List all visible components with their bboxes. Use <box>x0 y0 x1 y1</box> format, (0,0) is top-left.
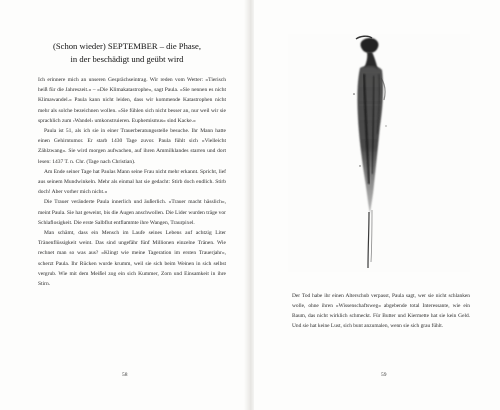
paint-splatter <box>385 125 386 126</box>
figure-caption: Der Tod habe ihr einen Alterschub verpasst, Paula sagt, wer sie nicht schlanken wolle, ohne ihren »Wissenschaftsweg« abgebende total Interessante, wie ein Baum, das nicht wirklich schmeckt. Für Butter und Kiermette hat sie kein Geld. Und sie hat keine Lust, sich bunt anzumalen, wenn sie sich grau fühlt. <box>292 293 470 329</box>
paint-splatter <box>353 93 355 95</box>
page-number-left: 58 <box>122 372 128 378</box>
paragraph: Am Ende seiner Tage hat Paulas Mann seine Frau nicht mehr erkannt. Spricht, lief aus seinem Mundwinkeln. Mehr als einmal hat sie gedacht: Stirb doch endlich. Stirb doch! Aber vorher mich nicht.« <box>38 168 226 196</box>
figure-head <box>361 38 379 53</box>
paragraph: Man schämt, dass ein Mensch im Laufe seines Lebens auf achtzig Liter Tränenflüssigkeit weint. Das sind ungefähr fünf Millionen einzelne Tränen. Wie rechnet man so was aus? »Klingt wie meine Tageration im ersten Trauerjahr«, scherzt Paula. Ihr Rücken wurde krumm, weil sie sich beim Weinen in sich selbst vergrub. Wie mit dem Meißel zog ein sich Kummer, Zorn und Einsamkeit in ihre Stirn. <box>38 230 226 288</box>
page-number-right: 59 <box>381 372 387 378</box>
paragraph: Paula ist 51, als ich sie in einer Trauerberatungsstelle besuche. Ihr Mann hatte einen Gehirntumor. Er starb 1430 Tage zuvor. Paula fühlt sich »Vielleicht Zählzwang«. Sie wird morgen aufwachen, auf ihren Ammilklandes starren und dort lesen: 1437 T. n. Chr. (Tage nach Christian). <box>38 128 226 165</box>
figure-drawing <box>288 34 470 272</box>
paragraph: Die Trauer veränderte Paula innerlich und äußerlich. »Trauer macht hässlich«, meint Paula. Sie hat geweint, bis die Augen anschwollen. Die Lider wurden träge vor Schlaflosigkeit. Die erste Salbflut entflammte ihre Wangen, Traurpixel. <box>38 199 226 226</box>
chapter-heading-line-1: (Schon wieder) SEPTEMBER – die Phase, <box>53 41 201 51</box>
chapter-heading-line-2: in der beschädigt und geübt wird <box>70 54 184 64</box>
figure-leg <box>368 212 369 268</box>
figure-leg <box>371 210 372 262</box>
body-text <box>38 75 226 289</box>
chapter-heading <box>28 40 226 66</box>
watercolor-figure-illustration <box>288 34 470 272</box>
paint-splatter <box>359 165 360 166</box>
paragraph: Ich erinnere mich an unseren Gesprächseintrag. Wir reden vom Wetter: »Tierisch heiß für die Jahreszeit.« – »Die Klimakatastrophe«, sagt Paula. »Sie nennen es nicht Klimawandel.« Paula kann nicht leiden, dass wir kommende Katastrophen nicht mehr als solche bezeichnen wollen. »Sie fühlen sich nicht besser an, nur weil wir sie sprachlich zum ›Wandel‹ umkonstruieren. Euphemismus« sind Kacke.« <box>38 77 226 124</box>
left-page <box>0 0 246 410</box>
